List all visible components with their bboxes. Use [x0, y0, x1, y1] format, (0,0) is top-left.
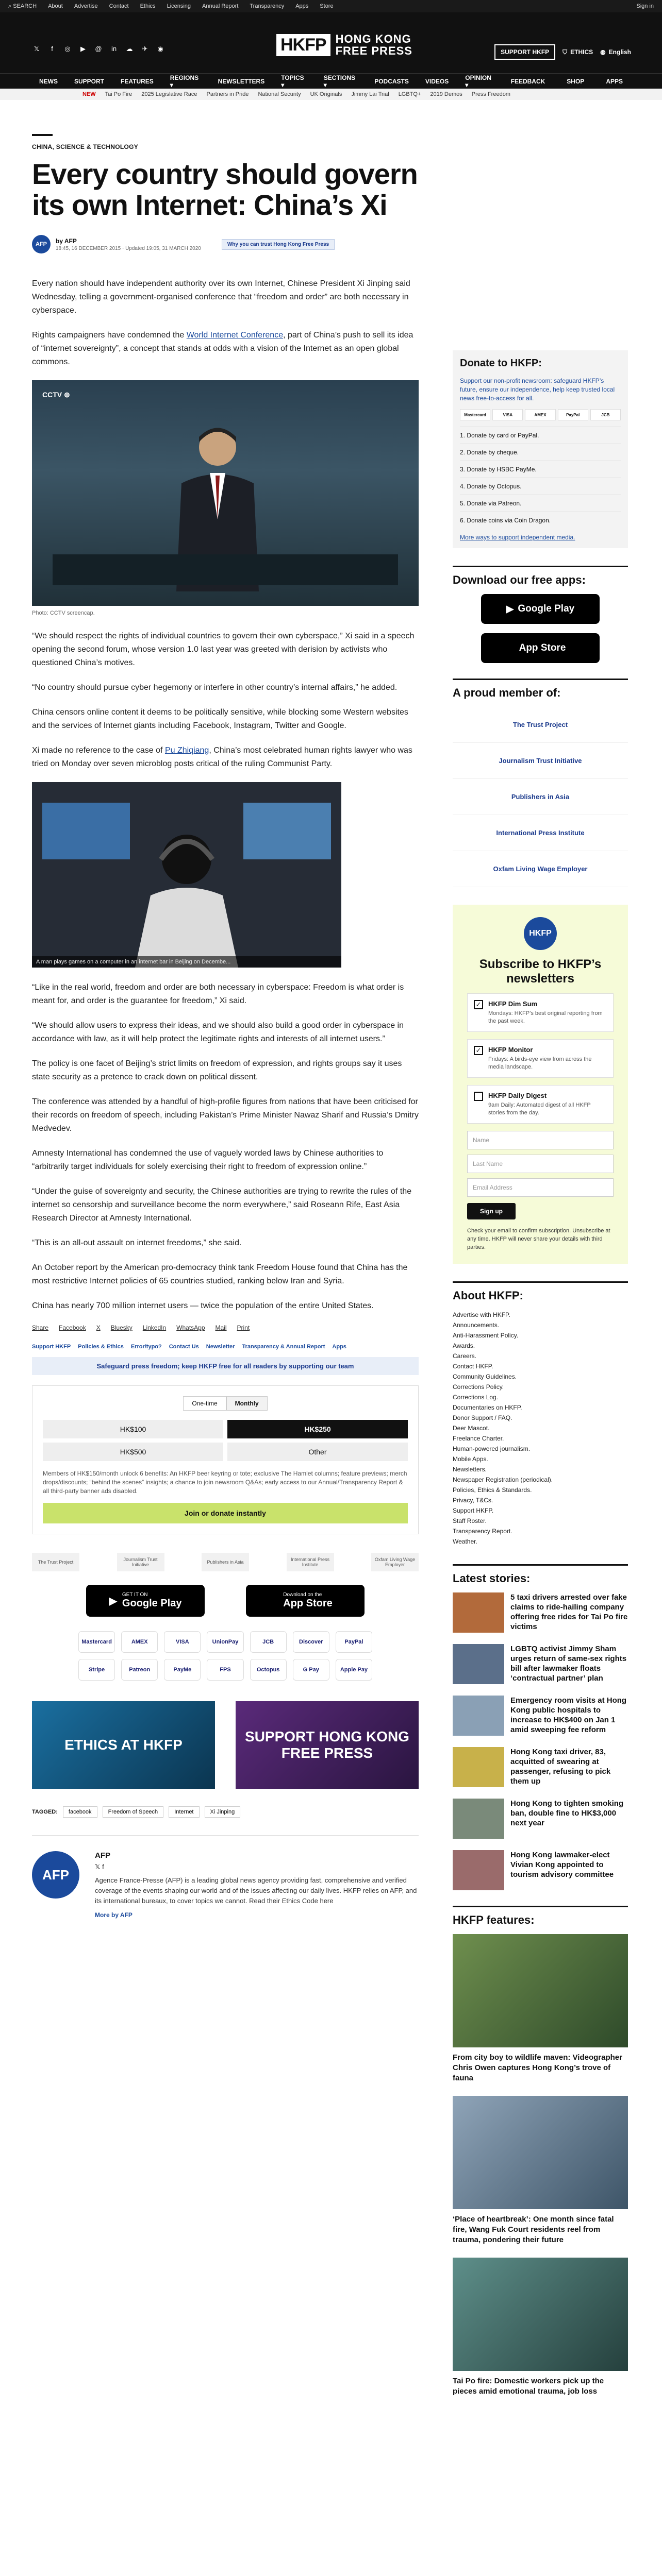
payment-logo: AMEX	[525, 409, 555, 420]
text: Xi made no reference to the case of	[32, 746, 165, 755]
nav-item[interactable]: VIDEOS	[425, 77, 449, 85]
text: Rights campaigners have condemned the	[32, 331, 187, 340]
about-link[interactable]: Donor Support / FAQ.	[453, 1414, 512, 1421]
kicker-rule	[32, 134, 53, 136]
checkbox-checked[interactable]: ✓	[474, 1046, 483, 1055]
search-link[interactable]: ⌕ SEARCH	[8, 3, 37, 9]
about-link[interactable]: Corrections Log.	[453, 1394, 499, 1401]
partner-logo[interactable]: Publishers in Asia	[202, 1553, 249, 1571]
about-link[interactable]: Careers.	[453, 1352, 477, 1360]
sidebar-payment-logos	[460, 409, 621, 420]
latest-story[interactable]	[453, 1592, 628, 1633]
payment-logo: Discover	[293, 1631, 329, 1653]
checkbox[interactable]	[474, 1092, 483, 1101]
paragraph: An October report by the American pro-democracy think tank Freedom House found that China has the most restrictive Internet policies of 65 countries studied, ranking below Iran and Syria.	[32, 1263, 408, 1285]
apps-widget	[453, 566, 628, 663]
paragraph: Amnesty International has condemned the use of vaguely worded laws by Chinese authorities to “arbitrarily target individuals for solely exercising their right to freedom of expression online.”	[32, 1149, 384, 1171]
app-store-button[interactable]	[246, 1585, 365, 1617]
topbar-link[interactable]: Contact	[109, 3, 129, 9]
trending-link[interactable]: UK Originals	[310, 91, 342, 97]
app-store-small: Download on the	[283, 1592, 322, 1598]
about-link[interactable]: Freelance Charter.	[453, 1435, 504, 1442]
google-play-button[interactable]	[86, 1585, 205, 1617]
story-title: 5 taxi drivers arrested over fake claims to ride-hailing company offering free rides for Tai Po fire victims	[510, 1593, 628, 1631]
payment-logo: Patreon	[121, 1659, 158, 1681]
photo-caption: A man plays games on a computer in an internet bar in Beijing on Decembe...	[32, 956, 341, 968]
google-play-small: GET IT ON	[122, 1592, 148, 1598]
text: , China’s most celebrated human rights lawyer who was tried on Monday over seven microblog posts critical of the ruling Communist Party.	[32, 746, 412, 768]
newsletter-option[interactable]	[467, 993, 614, 1032]
amount-option-selected[interactable]: HK$250	[227, 1420, 408, 1438]
latest-story[interactable]	[453, 1696, 628, 1736]
payment-logo: JCB	[250, 1631, 287, 1653]
sidebar	[453, 350, 628, 2409]
shield-icon: ⛉	[562, 48, 568, 56]
tag[interactable]: Freedom of Speech	[103, 1806, 164, 1818]
about-link[interactable]: Awards.	[453, 1342, 475, 1349]
nav-item[interactable]: NEWS	[39, 77, 58, 85]
amount-option-other[interactable]: Other	[227, 1443, 408, 1461]
author-social-icons	[95, 1863, 419, 1871]
feature-title: Tai Po fire: Domestic workers pick up the pieces amid emotional trauma, job loss	[453, 2377, 604, 2396]
footer-links	[32, 1344, 419, 1350]
about-title: About HKFP:	[453, 1289, 523, 1302]
about-link[interactable]: Transparency Report.	[453, 1528, 512, 1535]
partner-logo[interactable]: International Press Institute	[287, 1553, 334, 1571]
internet-bar-photo	[32, 782, 341, 968]
paragraph: China has nearly 700 million internet users — twice the population of the entire United States.	[32, 1301, 374, 1310]
trending-link[interactable]: National Security	[258, 91, 301, 97]
share-link[interactable]: Share	[32, 1324, 49, 1331]
bluesky-icon[interactable]: ☁	[126, 45, 133, 53]
payment-logo: Mastercard	[460, 409, 490, 420]
youtube-icon[interactable]: ▶	[80, 45, 86, 53]
share-bar	[32, 1324, 419, 1331]
footer-link[interactable]: Contact Us	[169, 1344, 199, 1350]
amount-options	[43, 1420, 408, 1461]
hkfp-logo: HKFP	[524, 917, 557, 950]
google-play-icon: ▶	[109, 1595, 117, 1607]
nav-feedback[interactable]: FEEDBACK	[510, 77, 545, 85]
paragraph: The policy is one facet of Beijing’s strict limits on freedom of expression, and rights groups say it uses state security as a pretence to crack down on political dissent.	[32, 1059, 402, 1081]
email-input[interactable]: Email Address	[467, 1178, 614, 1197]
about-link[interactable]: Contact HKFP.	[453, 1363, 493, 1370]
nav-item[interactable]: SUPPORT	[74, 77, 105, 85]
paragraph: The conference was attended by a handful of high-profile figures from nations that have been criticised for their records on freedom of speech, including Pakistan’s Prime Minister Nawaz Sharif and Russia’s Dmitry Medvedev.	[32, 1097, 419, 1133]
about-link[interactable]: Anti-Harassment Policy.	[453, 1332, 519, 1339]
story-thumbnail	[453, 1696, 504, 1736]
article-category[interactable]: CHINA, SCIENCE & TECHNOLOGY	[32, 143, 139, 150]
trending-link[interactable]: Jimmy Lai Trial	[351, 91, 389, 97]
more-ways-link[interactable]: More ways to support independent media.	[460, 534, 575, 541]
instagram-icon[interactable]: ◎	[64, 45, 71, 53]
rss-icon[interactable]: ◉	[157, 45, 163, 53]
member-widget	[453, 679, 628, 887]
about-link[interactable]: Newspaper Registration (periodical).	[453, 1476, 553, 1483]
trending-bar	[0, 89, 662, 100]
share-bluesky[interactable]: Bluesky	[110, 1324, 133, 1331]
paragraph: “No country should pursue cyber hegemony or interfere in other country’s internal affairs,” he added.	[32, 683, 398, 692]
google-play-button[interactable]	[481, 594, 600, 624]
paragraph: “Under the guise of sovereignty and security, the Chinese authorities are trying to rewrite the rules of the internet so censorship and surveillance become the norm everywhere,” said Roseann Rife, East Asia Research Director at Amnesty International.	[32, 1187, 412, 1223]
footer-link[interactable]: Support HKFP	[32, 1344, 71, 1350]
share-x[interactable]: X	[96, 1324, 101, 1331]
about-link[interactable]: Advertise with HKFP.	[453, 1311, 510, 1318]
toggle-monthly[interactable]: Monthly	[226, 1396, 268, 1411]
payment-logo: G Pay	[293, 1659, 329, 1681]
topbar-link[interactable]: Transparency	[250, 3, 285, 9]
app-store-label: App Store	[519, 642, 566, 653]
newsletter-option[interactable]	[467, 1039, 614, 1078]
payment-logo: Octopus	[250, 1659, 287, 1681]
site-header	[0, 12, 662, 73]
trust-badge[interactable]: Why you can trust Hong Kong Free Press	[222, 239, 335, 250]
donate-method[interactable]: 6. Donate coins via Coin Dragon.	[460, 512, 621, 529]
newsletter-signup	[453, 905, 628, 1264]
facebook-icon[interactable]: f	[51, 45, 53, 53]
tag-list	[32, 1806, 419, 1818]
search-label: SEARCH	[13, 3, 37, 9]
payment-logo: PayPal	[336, 1631, 372, 1653]
paragraph: China censors online content it deems to be politically sensitive, while blocking some Western websites and the services of Internet giants including Facebook, Instagram, Twitter and Google.	[32, 708, 408, 730]
text: , part of China’s push to sell its idea of “internet sovereignty”, a concept that stands at odds with a vision of the Internet as an open global commons.	[32, 331, 413, 366]
about-link[interactable]: Corrections Policy.	[453, 1383, 504, 1391]
about-link[interactable]: Weather.	[453, 1538, 477, 1545]
nav-item[interactable]: FEATURES	[121, 77, 154, 85]
partner-logo[interactable]: The Trust Project	[32, 1553, 79, 1571]
footer-link[interactable]: Error/typo?	[130, 1344, 162, 1350]
ethics-label: ETHICS	[570, 48, 593, 56]
support-banner[interactable]: SUPPORT HONG KONG FREE PRESS	[236, 1701, 419, 1789]
cctv-logo: CCTV ⊕	[42, 391, 70, 399]
member-logo[interactable]: The Trust Project	[453, 707, 628, 743]
site-logo[interactable]	[276, 33, 412, 57]
donate-method[interactable]: 4. Donate by Octopus.	[460, 478, 621, 495]
topbar-link[interactable]: Ethics	[140, 3, 156, 9]
paragraph	[32, 329, 419, 369]
story-thumbnail	[453, 1747, 504, 1787]
payment-logo: Mastercard	[78, 1631, 115, 1653]
story-title: Hong Kong to tighten smoking ban, double fine to HK$3,000 next year	[510, 1799, 624, 1827]
donate-method[interactable]: 1. Donate by card or PayPal.	[460, 427, 621, 444]
story-thumbnail	[453, 1644, 504, 1684]
payment-logo: AMEX	[121, 1631, 158, 1653]
new-badge: NEW	[82, 91, 96, 97]
newsletter-option[interactable]	[467, 1085, 614, 1124]
topbar-link[interactable]: Annual Report	[202, 3, 239, 9]
xi-speech-photo	[32, 380, 419, 606]
x-icon[interactable]: 𝕏	[95, 1863, 101, 1871]
language-selector[interactable]	[600, 48, 631, 56]
subscribe-note: Check your email to confirm subscription. Unsubscribe at any time. HKFP will never share your details with third parties.	[467, 1228, 610, 1250]
topbar-link[interactable]: Licensing	[167, 3, 191, 9]
author-avatar[interactable]: AFP	[32, 235, 51, 253]
story-title: Hong Kong lawmaker-elect Vivian Kong appointed to tourism advisory committee	[510, 1851, 614, 1879]
trending-link[interactable]: 2025 Legislative Race	[141, 91, 197, 97]
about-link[interactable]: Human-powered journalism.	[453, 1445, 531, 1452]
newsletter-title: HKFP Dim Sum	[488, 1000, 538, 1008]
nav-shop[interactable]: SHOP	[567, 77, 585, 85]
world-internet-conference-link[interactable]: World Internet Conference	[186, 331, 284, 340]
trending-link[interactable]: 2019 Demos	[430, 91, 462, 97]
promo-banners	[32, 1701, 419, 1789]
footer-link[interactable]: Newsletter	[206, 1344, 235, 1350]
member-logo[interactable]: Journalism Trust Initiative	[453, 743, 628, 779]
nav-item[interactable]: TOPICS ▾	[281, 74, 304, 89]
feature-story[interactable]	[453, 2258, 628, 2397]
member-logo[interactable]: Publishers in Asia	[453, 779, 628, 815]
membership-note: Members of HK$150/month unlock 6 benefits: An HKFP beer keyring or tote; exclusive The Hamlet columns; feature previews; merch drops/discounts; “behind the scenes” insights; a chance to join newsroom Q&As; early access to our Annual/Transparency Report & all third-party banner ads disabled.	[43, 1470, 407, 1495]
top-utility-bar	[0, 0, 662, 12]
subscribe-title: Subscribe to HKFP’s newsletters	[479, 957, 602, 986]
story-thumbnail	[453, 1850, 504, 1890]
more-by-author-link[interactable]: More by AFP	[95, 1911, 133, 1919]
nav-item[interactable]: REGIONS ▾	[170, 74, 199, 89]
latest-stories	[453, 1564, 628, 1890]
google-play-label: Google Play	[122, 1598, 182, 1609]
app-store-button[interactable]	[481, 633, 600, 663]
topbar-link[interactable]: About	[48, 3, 63, 9]
about-link[interactable]: Mobile Apps.	[453, 1455, 488, 1463]
share-print[interactable]: Print	[237, 1324, 250, 1331]
tag[interactable]: facebook	[63, 1806, 97, 1818]
app-store-label: App Store	[283, 1598, 333, 1609]
linkedin-icon[interactable]: in	[111, 45, 117, 53]
nav-item[interactable]: PODCASTS	[374, 77, 409, 85]
payment-logo: Stripe	[78, 1659, 115, 1681]
payment-logo: PayMe	[164, 1659, 201, 1681]
payment-logo: UnionPay	[207, 1631, 243, 1653]
sign-in-link[interactable]: Sign in	[636, 3, 654, 9]
about-link[interactable]: Support HKFP.	[453, 1507, 494, 1514]
article-dates: 18:45, 16 DECEMBER 2015 · Updated 19:05, 31 MARCH 2020	[56, 245, 201, 251]
story-thumbnail	[453, 1799, 504, 1839]
partner-logo[interactable]: Oxfam Living Wage Employer	[371, 1553, 419, 1571]
share-linkedin[interactable]: LinkedIn	[142, 1324, 167, 1331]
x-icon[interactable]: 𝕏	[34, 45, 40, 53]
feature-title: ‘Place of heartbreak’: One month since fatal fire, Wang Fuk Court residents reel from trauma, pondering their future	[453, 2215, 614, 2244]
photo-caption: Photo: CCTV screencap.	[32, 610, 95, 616]
story-title: Emergency room visits at Hong Kong public hospitals to increase to HK$400 on Jan 1 amid sweeping fee reform	[510, 1696, 627, 1734]
byline	[32, 235, 419, 253]
logo-line-2: FREE PRESS	[335, 44, 412, 57]
trending-link[interactable]: Partners in Pride	[206, 91, 249, 97]
payment-logo: Apple Pay	[336, 1659, 372, 1681]
about-link[interactable]: Staff Roster.	[453, 1517, 487, 1524]
toggle-one-time[interactable]: One-time	[183, 1396, 226, 1411]
latest-story[interactable]	[453, 1799, 628, 1839]
apps-title: Download our free apps:	[453, 573, 586, 586]
payment-logo: VISA	[492, 409, 523, 420]
latest-story[interactable]	[453, 1850, 628, 1890]
member-logo[interactable]: Oxfam Living Wage Employer	[453, 851, 628, 887]
topbar-link[interactable]: Apps	[295, 3, 309, 9]
story-title: LGBTQ activist Jimmy Sham urges return of same-sex rights bill after lawmaker floats ‘contractual partner’ plan	[510, 1645, 627, 1683]
about-link[interactable]: Privacy, T&Cs.	[453, 1497, 493, 1504]
newsletter-desc: Mondays: HKFP’s best original reporting from the past week.	[488, 1010, 603, 1024]
nav-item[interactable]: NEWSLETTERS	[218, 77, 265, 85]
member-title: A proud member of:	[453, 686, 561, 699]
donate-methods	[460, 427, 621, 529]
internet-bar-scene	[32, 782, 341, 968]
threads-icon[interactable]: @	[95, 45, 102, 53]
last-name-input[interactable]: Last Name	[467, 1155, 614, 1173]
author-name[interactable]: by AFP	[56, 237, 77, 245]
tag[interactable]: Internet	[169, 1806, 199, 1818]
support-hkfp-button[interactable]: SUPPORT HKFP	[494, 44, 555, 60]
pu-zhiqiang-link[interactable]: Pu Zhiqiang	[164, 746, 209, 755]
podium	[53, 554, 398, 585]
social-links	[32, 44, 165, 54]
author-box-avatar[interactable]: AFP	[32, 1851, 79, 1899]
payment-logo: PayPal	[558, 409, 588, 420]
partner-logo[interactable]: Journalism Trust Initiative	[117, 1553, 164, 1571]
about-link[interactable]: Documentaries on HKFP.	[453, 1404, 522, 1411]
article-title: Every country should govern its own Internet: China’s Xi	[32, 158, 418, 221]
payment-logo: JCB	[590, 409, 621, 420]
checkbox-checked[interactable]: ✓	[474, 1000, 483, 1009]
google-play-icon: ▶	[506, 603, 514, 615]
feature-title: From city boy to wildlife maven: Videographer Chris Owen captures Hong Kong’s trove of fauna	[453, 2053, 622, 2082]
payment-methods	[78, 1631, 372, 1681]
member-logo[interactable]: International Press Institute	[453, 815, 628, 851]
language-label: English	[608, 48, 631, 56]
globe-icon: ◍	[600, 48, 606, 56]
topbar-link[interactable]: Advertise	[74, 3, 98, 9]
feature-image	[453, 1934, 628, 2047]
paragraph: Every nation should have independent authority over its own Internet, Chinese President Xi Jinping said Wednesday, telling a government-organised conference that “freedom and order” are both necessary in cyberspace.	[32, 279, 410, 315]
paragraph: “Like in the real world, freedom and order are both necessary in cyberspace: Freedom is what order is meant for, and order is the guarantee for freedom,” Xi said.	[32, 983, 404, 1005]
newsletter-desc: 9am Daily: Automated digest of all HKFP stories from the day.	[488, 1102, 591, 1116]
story-thumbnail	[453, 1592, 504, 1633]
frequency-toggle	[43, 1396, 408, 1411]
author-box-name[interactable]: AFP	[95, 1851, 110, 1860]
article	[32, 134, 419, 1919]
about-link[interactable]: Newsletters.	[453, 1466, 487, 1473]
main-nav	[0, 73, 662, 89]
donate-widget-sidebar	[453, 350, 628, 548]
amount-option[interactable]: HK$100	[43, 1420, 223, 1438]
trending-link[interactable]: Tai Po Fire	[105, 91, 133, 97]
features-title: HKFP features:	[453, 1913, 535, 1926]
safeguard-banner[interactable]: Safeguard press freedom; keep HKFP free for all readers by supporting our team	[32, 1357, 419, 1375]
donate-method[interactable]: 5. Donate via Patreon.	[460, 495, 621, 512]
story-title: Hong Kong taxi driver, 83, acquitted of swearing at passenger, refusing to pick them up	[510, 1748, 611, 1786]
author-box	[32, 1835, 419, 1919]
tagged-label: TAGGED:	[32, 1809, 58, 1815]
hkfp-features	[453, 1906, 628, 2397]
paragraph: “We should respect the rights of individual countries to govern their own cyberspace,” Xi said in a speech opening the second forum, whose version 1.0 last year was greeted with derision by activists who questioned China’s motives.	[32, 632, 415, 667]
nav-item[interactable]: SECTIONS ▾	[323, 74, 356, 89]
nav-apps[interactable]: APPS	[606, 77, 623, 85]
paragraph	[32, 744, 419, 771]
footer-link[interactable]: Policies & Ethics	[78, 1344, 124, 1350]
donate-method[interactable]: 2. Donate by cheque.	[460, 444, 621, 461]
about-link[interactable]: Announcements.	[453, 1321, 500, 1329]
nav-item[interactable]: OPINION ▾	[465, 74, 491, 89]
feature-story[interactable]	[453, 2096, 628, 2245]
facebook-icon[interactable]: f	[102, 1863, 104, 1871]
newsletter-title: HKFP Monitor	[488, 1046, 533, 1054]
share-mail[interactable]: Mail	[215, 1324, 227, 1331]
trending-link[interactable]: Press Freedom	[471, 91, 510, 97]
sign-up-button[interactable]: Sign up	[467, 1203, 516, 1219]
latest-story[interactable]	[453, 1747, 628, 1787]
share-whatsapp[interactable]: WhatsApp	[176, 1324, 205, 1331]
partner-logos	[32, 1553, 419, 1571]
payment-logo: FPS	[207, 1659, 243, 1681]
paragraph: “We should allow users to express their ideas, and we should also build a good order in cyberspace in accordance with law, as it will help protect the legitimate rights and interests of all internet users.”	[32, 1021, 404, 1043]
donate-title: Donate to HKFP:	[460, 358, 542, 369]
google-play-label: Google Play	[518, 603, 575, 614]
about-link[interactable]: Community Guidelines.	[453, 1373, 517, 1380]
feature-image	[453, 2258, 628, 2371]
payment-logo: VISA	[164, 1631, 201, 1653]
share-facebook[interactable]: Facebook	[59, 1324, 86, 1331]
footer-link[interactable]: Apps	[332, 1344, 346, 1350]
logo-line-1: HONG KONG	[335, 32, 411, 45]
app-download-buttons	[32, 1585, 419, 1617]
donation-widget	[32, 1385, 419, 1534]
feature-image	[453, 2096, 628, 2209]
logo-text	[336, 33, 412, 57]
newsletter-desc: Fridays: A birds-eye view from across the media landscape.	[488, 1056, 592, 1070]
footer-link[interactable]: Transparency & Annual Report	[242, 1344, 325, 1350]
donate-method[interactable]: 3. Donate by HSBC PayMe.	[460, 461, 621, 478]
latest-story[interactable]	[453, 1644, 628, 1684]
tag[interactable]: Xi Jinping	[205, 1806, 241, 1818]
logo-box: HKFP	[276, 34, 330, 56]
ethics-banner[interactable]: ETHICS AT HKFP	[32, 1701, 215, 1789]
newsletter-title: HKFP Daily Digest	[488, 1092, 547, 1099]
paragraph: “This is an all-out assault on internet freedoms,” she said.	[32, 1239, 242, 1247]
feature-story[interactable]	[453, 1934, 628, 2083]
name-input[interactable]: Name	[467, 1131, 614, 1149]
about-link[interactable]: Policies, Ethics & Standards.	[453, 1486, 532, 1494]
trending-link[interactable]: LGBTQ+	[398, 91, 421, 97]
amount-option[interactable]: HK$500	[43, 1443, 223, 1461]
telegram-icon[interactable]: ✈	[142, 45, 148, 53]
join-donate-button[interactable]: Join or donate instantly	[43, 1503, 408, 1523]
topbar-link[interactable]: Store	[320, 3, 334, 9]
ethics-link[interactable]	[562, 48, 593, 56]
latest-title: Latest stories:	[453, 1572, 531, 1585]
author-bio: Agence France-Presse (AFP) is a leading global news agency providing fast, comprehensive and verified coverage of the events shaping our world and of the issues affecting our daily lives. HKFP relies on AFP, and its international bureaux, to cover topics we cannot. Read their Ethics Code here	[95, 1876, 417, 1905]
about-link[interactable]: Deer Mascot.	[453, 1425, 490, 1432]
about-widget	[453, 1281, 628, 1547]
donate-intro[interactable]: Support our non-profit newsroom: safeguard HKFP’s future, ensure our independence, help keep trusted local news free-to-access for all.	[460, 377, 615, 402]
